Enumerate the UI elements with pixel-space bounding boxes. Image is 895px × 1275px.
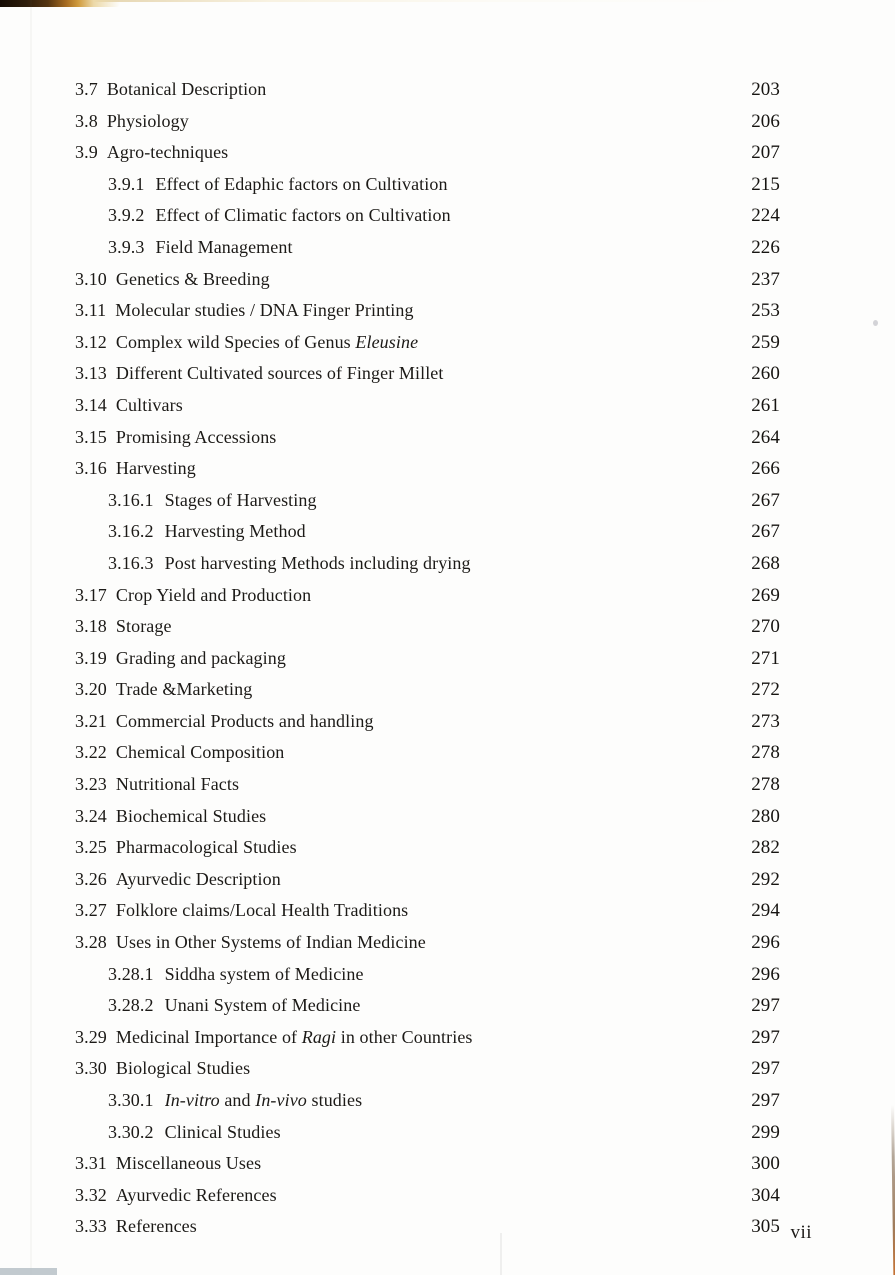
- toc-entry-number: 3.28: [75, 932, 107, 953]
- toc-title-segment: Agro-techniques: [106, 142, 229, 163]
- toc-entry-title: [116, 611, 746, 642]
- toc-entry-number: 3.16.3: [108, 552, 154, 573]
- toc-entry-title: [115, 295, 746, 326]
- toc-title-segment: Folklore claims/Local Health Traditions: [115, 900, 409, 921]
- toc-title-segment: Commercial Products and handling: [115, 710, 374, 731]
- toc-entry-number: 3.21: [75, 710, 107, 731]
- toc-entry-title: [116, 801, 746, 832]
- toc-title-segment: Chemical Composition: [115, 742, 285, 763]
- toc-title-segment: Effect of Climatic factors on Cultivation: [155, 205, 451, 226]
- toc-entry: [0, 200, 895, 232]
- toc-entry: [0, 611, 895, 643]
- toc-entry-number: 3.18: [75, 616, 107, 637]
- toc-entry-title: [165, 990, 746, 1021]
- toc-entry: [0, 990, 895, 1022]
- toc-title-segment: studies: [306, 1090, 363, 1110]
- toc-entry-title: [116, 327, 746, 358]
- toc-entry-page: 207: [751, 142, 780, 164]
- toc-title-segment: Unani System of Medicine: [164, 995, 361, 1016]
- toc-entry: [0, 1211, 895, 1243]
- toc-title-segment: Ayurvedic Description: [115, 868, 281, 889]
- toc-title-segment: and: [219, 1090, 256, 1110]
- toc-entry-title: [116, 1148, 746, 1179]
- toc-entry-number: 3.9.2: [108, 205, 145, 226]
- toc-title-segment: Medicinal Importance of: [115, 1026, 302, 1047]
- toc-entry-title: [156, 232, 747, 263]
- toc-entry-page: 297: [751, 1026, 780, 1048]
- toc-entry-number: 3.23: [75, 774, 107, 795]
- toc-entry-page: 304: [751, 1184, 780, 1206]
- toc-entry-page: 297: [751, 1058, 780, 1080]
- toc-entry-page: 224: [751, 205, 780, 227]
- toc-title-segment: Clinical Studies: [164, 1121, 281, 1142]
- toc-entry: [0, 1148, 895, 1180]
- toc-entry-number: 3.32: [75, 1184, 107, 1205]
- toc-entry-title: [116, 674, 746, 705]
- toc-entry-page: 300: [751, 1153, 780, 1175]
- toc-entry: [0, 864, 895, 896]
- toc-entry: [0, 706, 895, 738]
- toc-entry-title: [116, 769, 746, 800]
- toc-entry: [0, 106, 895, 138]
- toc-entry-page: 266: [751, 458, 780, 480]
- toc-title-segment: Nutritional Facts: [115, 774, 240, 795]
- toc-entry: [0, 832, 895, 864]
- toc-entry-number: 3.29: [75, 1026, 107, 1047]
- toc-title-segment: Field Management: [155, 236, 293, 257]
- toc-entry-page: 280: [751, 805, 780, 827]
- toc-entry: [0, 453, 895, 485]
- toc-entry-title: [116, 264, 746, 295]
- toc-entry-number: 3.20: [75, 679, 107, 700]
- toc-entry-title: [165, 548, 746, 579]
- toc-title-segment: Cultivars: [115, 394, 183, 415]
- toc-title-segment: References: [115, 1216, 197, 1237]
- toc-entry-page: 269: [751, 584, 780, 606]
- toc-entry-page: 272: [751, 679, 780, 701]
- toc-title-segment: Effect of Edaphic factors on Cultivation: [155, 173, 448, 194]
- toc-entry-title: [165, 1117, 746, 1148]
- toc-entry-page: 270: [751, 616, 780, 638]
- toc-title-segment: Pharmacological Studies: [115, 837, 297, 858]
- toc-entry-title: [165, 485, 746, 516]
- toc-entry-title: [107, 74, 746, 105]
- toc-entry-page: 278: [751, 742, 780, 764]
- toc-entry-number: 3.16.2: [108, 521, 154, 542]
- scan-top-left-smudge-artifact: [0, 0, 120, 7]
- toc-entry-page: 299: [751, 1121, 780, 1143]
- toc-title-segment: Storage: [115, 616, 172, 637]
- toc-entry: [0, 801, 895, 833]
- toc-entry: [0, 1053, 895, 1085]
- toc-entry-page: 260: [751, 363, 780, 385]
- toc-entry-page: 259: [751, 331, 780, 353]
- toc-title-segment: in other Countries: [336, 1026, 473, 1047]
- toc-entry: [0, 232, 895, 264]
- toc-entry-page: 203: [751, 79, 780, 100]
- toc-entry-number: 3.9.1: [108, 173, 145, 194]
- toc-entry-title: [116, 832, 746, 863]
- toc-entry-number: 3.30: [75, 1058, 107, 1079]
- toc-title-italic-segment: In-vivo: [255, 1090, 307, 1110]
- toc-entry-page: 296: [751, 963, 780, 985]
- toc-entry: [0, 580, 895, 612]
- toc-entry-number: 3.33: [75, 1216, 107, 1237]
- toc-entry-number: 3.28.1: [108, 963, 154, 984]
- toc-entry: [0, 422, 895, 454]
- toc-entry: [0, 959, 895, 991]
- toc-entry-number: 3.12: [75, 331, 107, 352]
- toc-title-segment: Trade &Marketing: [115, 679, 253, 700]
- toc-entry-page: 282: [751, 837, 780, 859]
- toc-entry-number: 3.17: [75, 584, 107, 605]
- toc-entry-number: 3.22: [75, 742, 107, 763]
- toc-entry: [0, 674, 895, 706]
- toc-entry-page: 271: [751, 647, 780, 669]
- toc-entry-number: 3.24: [75, 805, 107, 826]
- toc-entry-title: [156, 200, 747, 231]
- toc-entry-number: 3.31: [75, 1153, 107, 1174]
- toc-entry-title: [116, 895, 746, 926]
- toc-entry-number: 3.13: [75, 363, 107, 384]
- toc-entry-title: [116, 643, 746, 674]
- toc-entry: [0, 769, 895, 801]
- toc-title-segment: Physiology: [106, 110, 189, 131]
- toc-entry-title: [116, 706, 746, 737]
- scan-bottom-strip-artifact: [0, 1268, 57, 1275]
- toc-entry-number: 3.11: [75, 300, 107, 321]
- toc-title-segment: Biological Studies: [115, 1058, 251, 1079]
- toc-title-italic-segment: Eleusine: [355, 331, 419, 352]
- toc-entry-page: 273: [751, 710, 780, 732]
- toc-entry-page: 237: [751, 268, 780, 290]
- toc-title-segment: Biochemical Studies: [115, 805, 267, 826]
- toc-entry-title: [116, 864, 746, 895]
- toc-title-segment: Harvesting: [115, 458, 196, 479]
- toc-entry: [0, 1085, 895, 1117]
- toc-entry-page: 267: [751, 489, 780, 511]
- toc-entry-number: 3.19: [75, 647, 107, 668]
- toc-entry-number: 3.15: [75, 426, 107, 447]
- scan-top-edge-artifact: [0, 0, 895, 2]
- table-of-contents: [0, 74, 895, 1243]
- toc-entry-page: 226: [751, 236, 780, 258]
- toc-entry-title: [116, 1211, 746, 1242]
- toc-entry-number: 3.26: [75, 868, 107, 889]
- toc-rows: [0, 74, 895, 1243]
- toc-entry-title: [116, 580, 746, 611]
- toc-entry: [0, 295, 895, 327]
- toc-entry-title: [165, 959, 746, 990]
- toc-entry-number: 3.7: [75, 79, 98, 99]
- toc-title-segment: Post harvesting Methods including drying: [164, 552, 471, 573]
- toc-entry-title: [116, 737, 746, 768]
- toc-entry-number: 3.14: [75, 394, 107, 415]
- page-number: vii: [790, 1222, 812, 1243]
- toc-title-segment: Different Cultivated sources of Finger Millet: [115, 363, 444, 384]
- toc-entry-number: 3.27: [75, 900, 107, 921]
- toc-entry-number: 3.8: [75, 110, 98, 131]
- toc-title-segment: Genetics & Breeding: [115, 268, 270, 289]
- toc-entry: [0, 737, 895, 769]
- toc-entry-title: [116, 358, 746, 389]
- toc-entry: [0, 137, 895, 169]
- toc-entry-page: 297: [751, 1090, 780, 1111]
- toc-entry-title: [116, 1022, 746, 1053]
- toc-title-segment: Botanical Description: [106, 79, 267, 99]
- toc-entry-title: [107, 106, 746, 137]
- toc-entry: [0, 169, 895, 201]
- toc-entry: [0, 1022, 895, 1054]
- toc-entry: [0, 485, 895, 517]
- toc-title-segment: Promising Accessions: [115, 426, 277, 447]
- toc-title-segment: Crop Yield and Production: [115, 584, 312, 605]
- toc-entry-page: 305: [751, 1216, 780, 1238]
- toc-entry-page: 268: [751, 552, 780, 574]
- toc-entry: [0, 74, 895, 106]
- toc-entry: [0, 548, 895, 580]
- toc-entry-title: [116, 453, 746, 484]
- toc-title-segment: Uses in Other Systems of Indian Medicine: [115, 932, 426, 953]
- toc-entry: [0, 1180, 895, 1212]
- toc-entry-page: 297: [751, 995, 780, 1017]
- toc-entry-page: 253: [751, 300, 780, 322]
- toc-entry-number: 3.16: [75, 458, 107, 479]
- toc-title-italic-segment: Ragi: [301, 1026, 337, 1047]
- toc-entry: [0, 895, 895, 927]
- toc-entry-page: 206: [751, 110, 780, 132]
- toc-entry-title: [107, 137, 746, 168]
- toc-title-segment: Complex wild Species of Genus: [115, 331, 356, 352]
- toc-entry-number: 3.16.1: [108, 489, 154, 510]
- toc-entry-title: [116, 1180, 746, 1211]
- toc-entry-page: 278: [751, 774, 780, 796]
- toc-entry-page: 292: [751, 868, 780, 890]
- toc-entry: [0, 516, 895, 548]
- toc-entry: [0, 643, 895, 675]
- toc-title-segment: Siddha system of Medicine: [164, 963, 364, 984]
- toc-entry-page: 261: [751, 394, 780, 416]
- toc-entry: [0, 1117, 895, 1149]
- toc-title-segment: Grading and packaging: [115, 647, 286, 668]
- toc-entry-title: [116, 422, 746, 453]
- toc-entry-number: 3.25: [75, 837, 107, 858]
- toc-entry-number: 3.9: [75, 142, 98, 163]
- toc-entry-page: 294: [751, 900, 780, 922]
- toc-entry-page: 215: [751, 173, 780, 195]
- toc-entry: [0, 927, 895, 959]
- toc-entry-title: [116, 390, 746, 421]
- toc-entry-page: 267: [751, 521, 780, 543]
- toc-title-italic-segment: In-vitro: [164, 1090, 220, 1110]
- toc-entry-number: 3.30.2: [108, 1121, 154, 1142]
- toc-entry-number: 3.10: [75, 268, 107, 289]
- toc-entry: [0, 264, 895, 296]
- toc-entry-title: [116, 927, 746, 958]
- toc-entry-page: 264: [751, 426, 780, 448]
- toc-entry-page: 296: [751, 932, 780, 954]
- toc-entry-number: 3.9.3: [108, 236, 145, 257]
- toc-title-segment: Ayurvedic References: [115, 1184, 277, 1205]
- toc-entry: [0, 390, 895, 422]
- toc-title-segment: Miscellaneous Uses: [115, 1153, 262, 1174]
- toc-entry: [0, 358, 895, 390]
- toc-entry-number: 3.30.1: [108, 1090, 154, 1110]
- toc-title-segment: Harvesting Method: [164, 521, 306, 542]
- toc-entry-title: [156, 169, 747, 200]
- toc-title-segment: Stages of Harvesting: [164, 489, 317, 510]
- toc-title-segment: Molecular studies / DNA Finger Printing: [115, 300, 414, 321]
- toc-entry-number: 3.28.2: [108, 995, 154, 1016]
- toc-entry-title: [165, 516, 746, 547]
- toc-entry: [0, 327, 895, 359]
- toc-entry-title: [116, 1053, 746, 1084]
- toc-entry-title: [165, 1085, 746, 1116]
